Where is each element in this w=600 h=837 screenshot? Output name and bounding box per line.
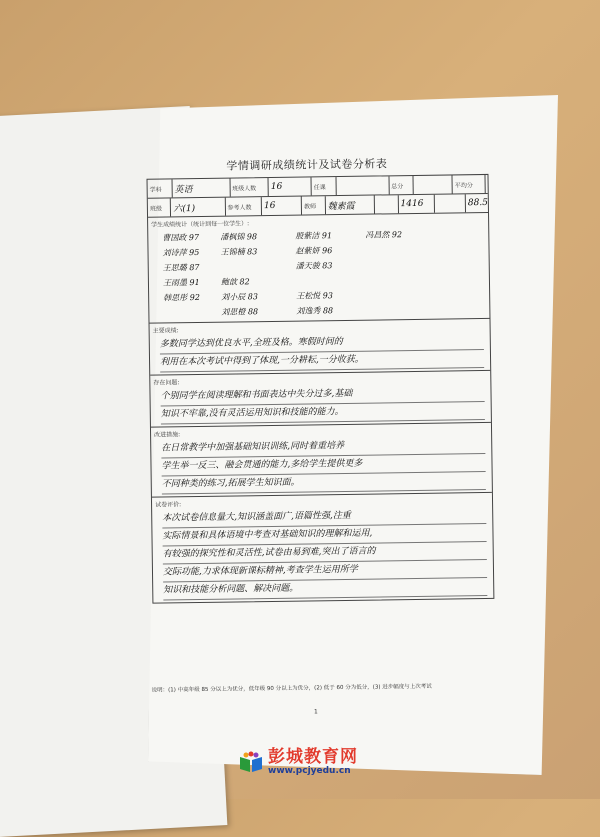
document-title: 学情调研成绩统计及试卷分析表 xyxy=(226,157,388,173)
page-number: 1 xyxy=(313,708,318,716)
evaluation-text xyxy=(152,506,493,603)
subject-label: 学科 xyxy=(148,179,173,197)
watermark-text xyxy=(268,748,358,776)
evaluation-line: 实际情景和具体语境中考查对基础知识的理解和运用, xyxy=(162,524,486,547)
total-label: 总分 xyxy=(389,176,414,194)
evaluation-line: 知识和技能分析问题、解决问题。 xyxy=(163,578,487,601)
problems-label: 存在问题: xyxy=(153,379,180,387)
participants-value: 16 xyxy=(262,197,302,216)
class-value: 六(1) xyxy=(171,198,225,217)
footnote: 说明：(1) 中高年级 85 分以上为优分，低年级 90 分以上为优分，(2) 低于 60 分为低分，(3) 进步幅度与上次考试 xyxy=(151,683,432,694)
teacher-label-2: 教师 xyxy=(302,196,326,214)
class-count-label: 班级人数 xyxy=(230,178,269,197)
average-label: 平均分 xyxy=(453,175,486,193)
achievements-line: 利用在本次考试中得到了体现,一分耕耘,一分收获。 xyxy=(160,350,484,373)
measures-text xyxy=(151,436,492,497)
evaluation-line: 本次试卷信息量大,知识涵盖面广,语篇性强,注重 xyxy=(162,506,486,529)
subject-value: 英语 xyxy=(172,179,230,198)
students-section xyxy=(148,213,489,324)
measures-section xyxy=(151,423,492,498)
total-spacer xyxy=(375,195,399,213)
student-entry: 殷紫洁 91 xyxy=(295,231,333,241)
evaluation-line: 交际功能,力求体现新课标精神,考查学生运用所学 xyxy=(163,560,487,583)
problems-text xyxy=(150,384,490,427)
student-entry: 赵紫妍 96 xyxy=(295,246,333,256)
student-entry: 刘逸秀 88 xyxy=(296,306,334,316)
students-section-label: 学生成绩统计（统计到每一位学生）: xyxy=(151,220,250,229)
average-cell-1 xyxy=(485,175,487,193)
student-entry: 潘天骏 83 xyxy=(295,261,333,271)
class-label: 班级 xyxy=(148,198,172,216)
student-entry: 刘诗萍 95 xyxy=(162,247,200,258)
student-entry xyxy=(366,289,426,301)
student-entry xyxy=(296,275,366,287)
teacher-label-1: 任课 xyxy=(312,177,337,195)
achievements-line: 多数同学达到优良水平,全班及格。寒假时间的 xyxy=(160,332,484,355)
total-cell-1 xyxy=(414,175,453,194)
evaluation-label: 试卷评价: xyxy=(155,501,182,509)
problems-line: 个别同学在阅读理解和书面表达中失分过多,基础 xyxy=(160,384,484,407)
measures-line: 学生举一反三、融会贯通的能力,多给学生提供更多 xyxy=(161,454,485,477)
problems-line: 知识不牢靠,没有灵活运用知识和技能的能力。 xyxy=(161,402,485,425)
student-entry: 冯昌然 92 xyxy=(365,230,403,240)
achievements-section xyxy=(150,319,491,376)
class-count-value: 16 xyxy=(269,177,312,196)
total-value: 1416 xyxy=(398,195,435,214)
analysis-form xyxy=(149,105,530,750)
student-entry: 王松悦 93 xyxy=(296,291,333,301)
student-entry xyxy=(366,274,426,286)
teacher-value: 魏素霞 xyxy=(325,196,375,215)
measures-label: 改进措施: xyxy=(154,431,181,439)
student-entry: 王思璐 87 xyxy=(162,262,200,273)
problems-section xyxy=(150,371,491,428)
measures-line: 在日常教学中加强基础知识训练,同时着重培养 xyxy=(161,436,485,459)
student-entry: 王锦楠 83 xyxy=(220,247,258,257)
average-spacer xyxy=(435,194,466,212)
student-entry: 刘思橙 88 xyxy=(221,307,259,317)
watermark-url: www.pcjyedu.cn xyxy=(268,766,351,776)
form-table xyxy=(147,174,495,604)
student-entry xyxy=(221,261,296,273)
student-entry: 韩思彤 92 xyxy=(163,292,200,303)
book-logo-icon xyxy=(238,751,264,773)
student-entry: 鲍歆 82 xyxy=(220,277,250,287)
evaluation-section xyxy=(152,493,493,603)
teacher-cell-1 xyxy=(336,176,389,195)
achievements-label: 主要成绩: xyxy=(152,327,179,335)
student-entry xyxy=(366,259,426,271)
evaluation-line: 有较强的探究性和灵活性,试卷由易到难,突出了语言的 xyxy=(163,542,487,565)
student-entry xyxy=(365,244,425,256)
student-entry xyxy=(163,307,221,319)
watermark-title: 彭城教育网 xyxy=(268,747,358,767)
measures-line: 不同种类的练习,拓展学生知识面。 xyxy=(162,472,486,495)
site-watermark xyxy=(238,748,358,776)
student-score-list xyxy=(148,226,489,323)
student-entry xyxy=(366,304,426,316)
participants-label: 参考人数 xyxy=(225,197,262,216)
average-value: 88.5 xyxy=(467,197,488,209)
student-entry: 曹国政 97 xyxy=(162,232,200,243)
student-entry: 潘枫锦 98 xyxy=(220,232,258,242)
achievements-text xyxy=(150,332,490,375)
student-entry: 王雨墨 91 xyxy=(162,277,200,288)
student-entry: 刘小辰 83 xyxy=(221,292,258,302)
